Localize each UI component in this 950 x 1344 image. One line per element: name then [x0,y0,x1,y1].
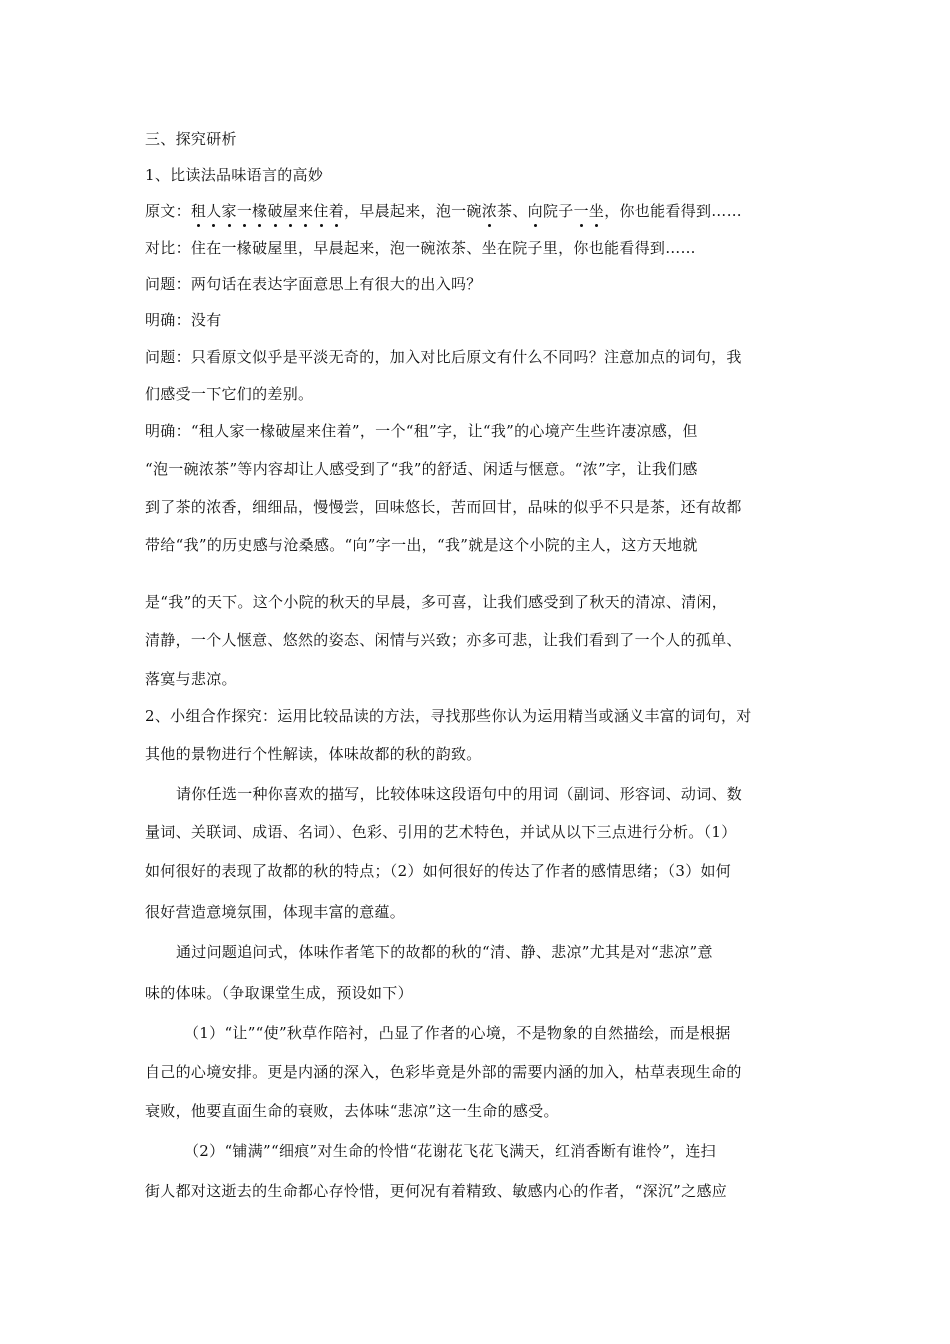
emphasis-dot-char: 租 [190,202,207,220]
answer-2-line5: 是“我”的天下。这个小院的秋天的早晨，多可喜，让我们感受到了秋天的清凉、清闲， [145,593,728,611]
instruction-line1: 请你任选一种你喜欢的描写，比较体味这段语句中的用词（副词、形容词、动词、数 [176,785,743,803]
emphasized-char-xiang [528,202,543,220]
answer-2-line3: 到了茶的浓香，细细品，慢慢尝，回味悠长，苦而回甘，品味的似乎不只是茶，还有故都 [145,498,742,516]
answer-1: 明确：没有 [145,311,222,329]
answer-2-line7: 落寞与悲凉。 [145,670,237,688]
emphasis-dot-char: 破 [267,202,283,220]
original-mid2: 茶、 [497,202,528,220]
question-2-line2: 们感受一下它们的差别。 [145,385,314,403]
instruction-line3: 如何很好的表现了故都的秋的特点；（2）如何很好的传达了作者的感情思绪；（3）如何 [145,862,732,880]
emphasis-dot-char: 向 [527,202,543,220]
emphasis-dot-char: 浓 [481,202,498,220]
subsection-heading: 1、比读法品味语言的高妙 [145,166,324,184]
emphasized-char-nong [482,202,497,220]
original-mid1: ，早晨起来，泡一碗 [344,202,482,220]
point-1-line3: 衰败，他要直面生命的衰败，去体味“悲凉”这一生命的感受。 [145,1102,559,1120]
emphasized-phrase-yizuo [574,202,605,220]
emphasis-dot-char: 屋 [282,202,299,220]
question-2-line1: 问题：只看原文似乎是平淡无奇的，加入对比后原文有什么不同吗？注意加点的词句，我 [145,348,742,366]
point-1-line1: （1）“让”“使”秋草作陪衬，凸显了作者的心境，不是物象的自然描绘，而是根据 [184,1024,731,1042]
task-2-line2: 其他的景物进行个性解读，体味故都的秋的韵致。 [145,745,482,763]
answer-2-line2: “泡一碗浓茶”等内容却让人感受到了“我”的舒适、闲适与惬意。“浓”字，让我们感 [145,460,698,478]
emphasized-phrase [191,202,344,220]
emphasis-dot-char: 椽 [252,202,268,220]
emphasis-dot-char: 家 [221,202,237,220]
original-mid3: 院子 [542,202,574,220]
emphasis-dot-char: 来 [298,202,314,220]
point-1-line2: 自己的心境安排。更是内涵的深入，色彩毕竟是外部的需要内涵的加入，枯草表现生命的 [145,1063,742,1081]
answer-2-line4: 带给“我”的历史感与沧桑感。“向”字一出，“我”就是这个小院的主人，这方天地就 [145,536,698,554]
answer-2-line1: 明确：“租人家一椽破屋来住着”，一个“租”字，让“我”的心境产生些许凄凉感，但 [145,422,698,440]
instruction-line2: 量词、关联词、成语、名词）、色彩、引用的艺术特色，并试从以下三点进行分析。（1） [145,823,737,841]
emphasis-dot-char: 人 [206,202,222,220]
point-2-line2: 街人都对这逝去的生命都心存怜惜，更何况有着精致、敏感内心的作者，“深沉”之感应 [145,1182,728,1200]
emphasis-dot-char: 坐 [588,202,605,220]
section-heading: 三、探究研析 [145,130,237,148]
method-line2: 味的体味。（争取课堂生成，预设如下） [145,984,413,1002]
point-2-line1: （2）“铺满”“细痕”对生命的怜惜“花谢花飞花飞满天，红消香断有谁怜”，连扫 [184,1142,716,1160]
emphasis-dot-char: 住 [313,202,329,220]
original-suffix: ，你也能看得到…… [604,202,742,220]
question-1: 问题：两句话在表达字面意思上有很大的出入吗？ [145,275,482,293]
original-sentence [145,201,810,221]
original-prefix: 原文： [145,202,191,220]
method-line1: 通过问题追问式，体味作者笔下的故都的秋的“清、静、悲凉”尤其是对“悲凉”意 [176,943,713,961]
emphasis-dot-char: 一 [573,202,589,220]
task-2-line1: 2、小组合作探究：运用比较品读的方法，寻找那些你认为运用精当或涵义丰富的词句，对 [145,707,752,725]
comparison-sentence: 对比：住在一椽破屋里，早晨起来，泡一碗浓茶、坐在院子里，你也能看得到…… [145,239,696,257]
instruction-line4: 很好营造意境氛围，体现丰富的意蕴。 [145,903,406,921]
answer-2-line6: 清静，一个人惬意、悠然的姿态、闲情与兴致；亦多可悲，让我们看到了一个人的孤单、 [145,631,742,649]
emphasis-dot-char: 着 [328,202,345,220]
emphasis-dot-char: 一 [236,202,253,220]
